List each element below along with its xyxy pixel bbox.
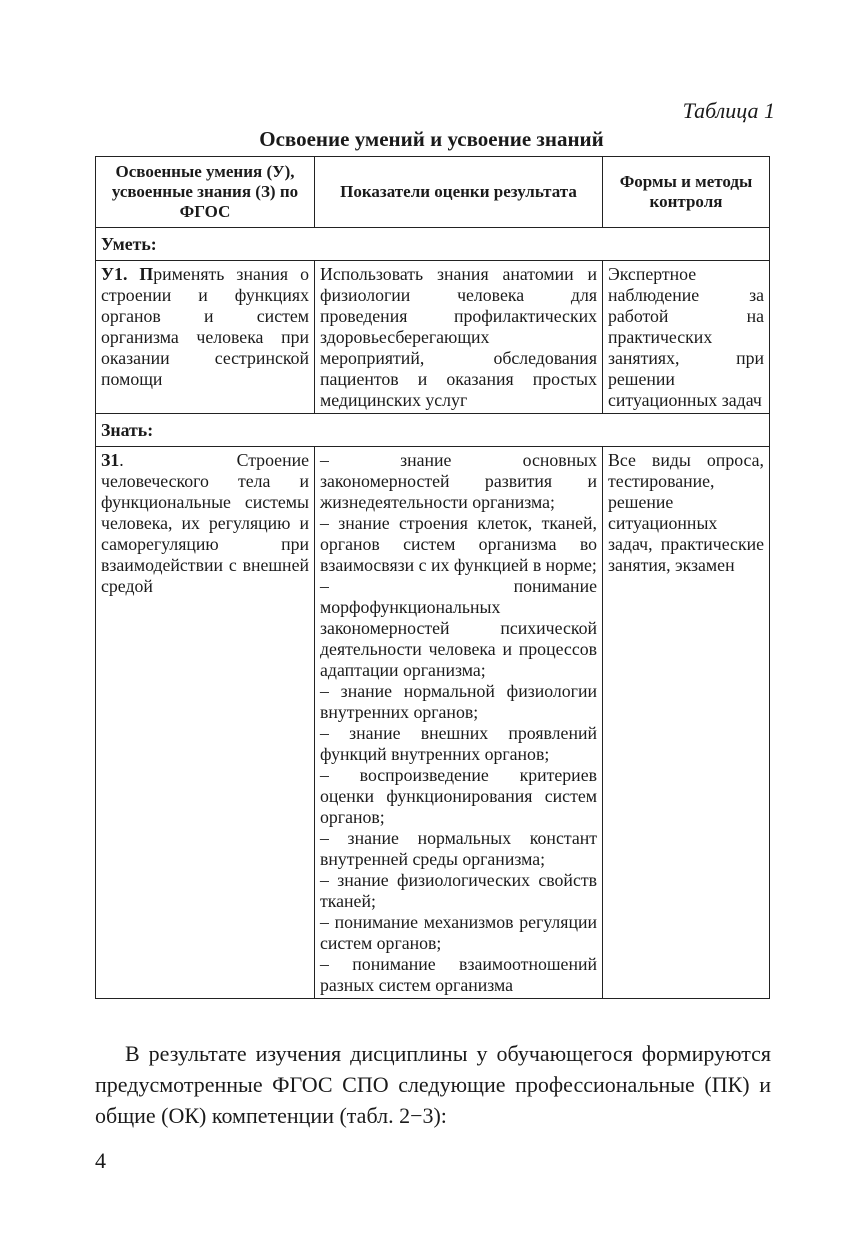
indicator-item: – воспроизведение критериев оценки функционирования систем органов; [320,765,597,827]
skill-control: Экспертное наблюдение за работой на практических занятиях, при решении ситуационных задач [603,261,770,414]
indicator-item: – знание физиологических свойств тканей; [320,870,597,911]
competency-table [95,156,770,999]
knowledge-text: . Строение человеческого тела и функциональные системы человека, их регуляцию и саморегуляцию при взаимодействии с внешней средой [101,450,309,596]
indicator-item: – знание строения клеток, тканей, органов систем организма во взаимосвязи с их функцией в норме; [320,513,597,575]
section-row-skills [96,228,770,261]
knowledge-code: З1 [101,450,120,470]
body-paragraph: В результате изучения дисциплины у обучающегося формируются предусмотренные ФГОС СПО следующие профессиональные (ПК) и общие (ОК) компетенции (табл. 2−3): [95,1041,771,1128]
indicator-item: – знание нормальных констант внутренней среды организма; [320,828,597,869]
table-row [96,261,770,414]
indicator-item: – знание основных закономерностей развития и жизнедеятельности организма; [320,450,597,512]
skill-indicator: Использовать знания анатомии и физиологии человека для проведения профилактических здоровьесберегающих мероприятий, обследования пациентов и оказания простых медицинских услуг [315,261,603,414]
table-label: Таблица 1 [682,98,775,123]
section-skills-label: Уметь: [96,228,770,261]
header-skills-knowledge: Освоенные умения (У), усвоенные знания (З) по ФГОС [96,157,315,228]
section-row-knowledge [96,414,770,447]
header-control-methods: Формы и методы контроля [603,157,770,228]
knowledge-cell [96,447,315,999]
indicator-item: – понимание механизмов регуляции систем органов; [320,912,597,953]
indicator-item: – понимание взаимоотношений разных систем организма [320,954,597,995]
indicator-item: – знание внешних проявлений функций внутренних органов; [320,723,597,764]
section-knowledge-label: Знать: [96,414,770,447]
table-title: Освоение умений и усвоение знаний [259,127,604,151]
table-row [96,447,770,999]
skill-cell [96,261,315,414]
header-indicators: Показатели оценки результата [315,157,603,228]
table-header-row [96,157,770,228]
skill-text: рименять знания о строении и функциях органов и систем организма человека при оказании сестринской помощи [101,264,309,389]
knowledge-control: Все виды опроса, тестирование, решение ситуационных задач, практические занятия, экзамен [603,447,770,999]
skill-code: У1. П [101,264,154,284]
knowledge-indicators [315,447,603,999]
indicator-item: – понимание морфофункциональных закономерностей психической деятельности человека и процессов адаптации организма; [320,576,597,680]
page-number: 4 [95,1148,106,1173]
indicator-item: – знание нормальной физиологии внутренних органов; [320,681,597,722]
